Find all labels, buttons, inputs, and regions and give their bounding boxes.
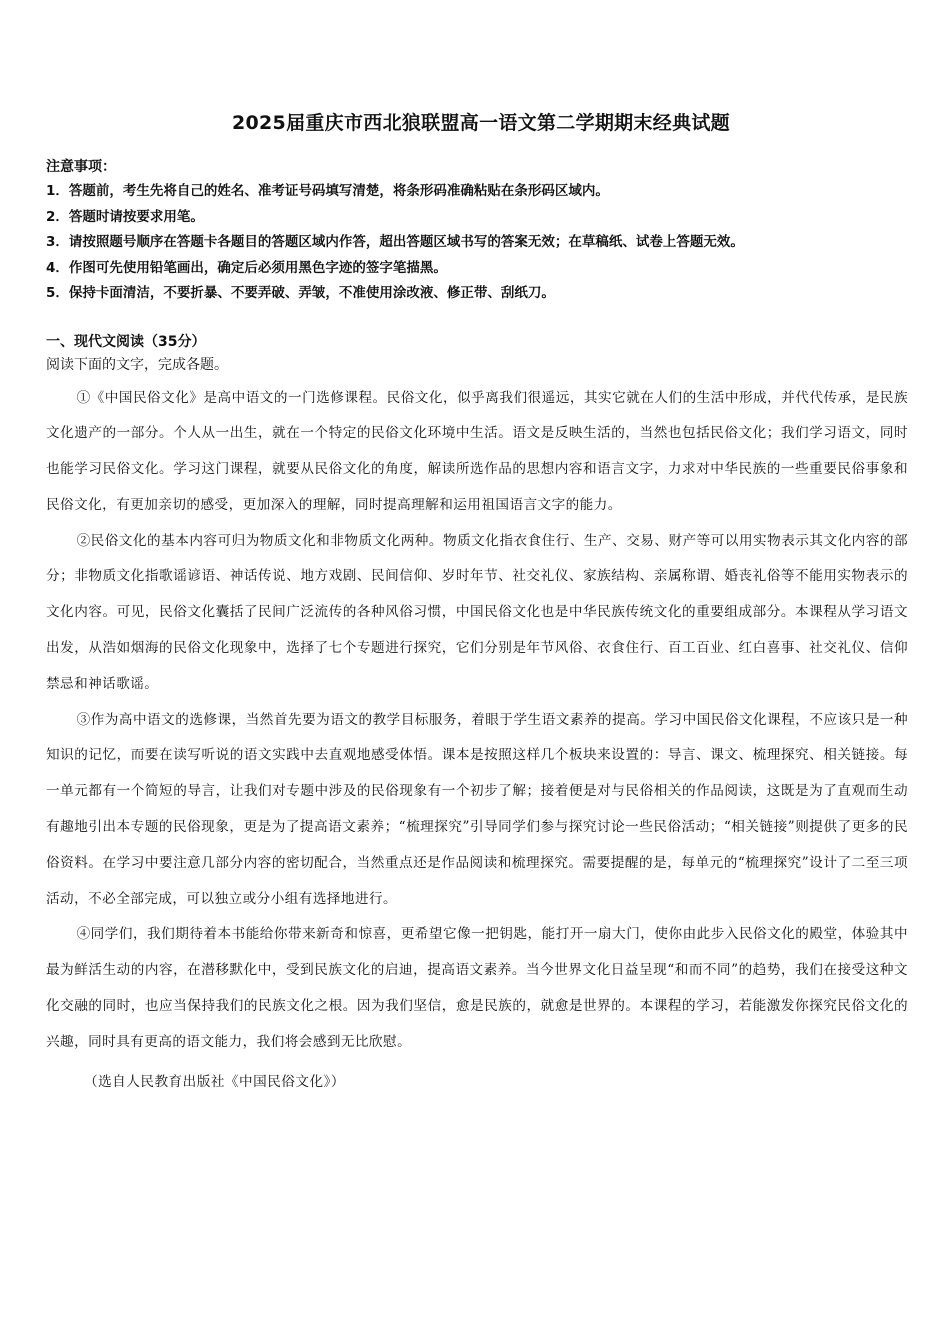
notice-item: 4．作图可先使用铅笔画出，确定后必须用黑色字迹的签字笔描黑。 (46, 259, 447, 276)
passage-paragraph: ②民俗文化的基本内容可归为物质文化和非物质文化两种。物质文化指衣食住行、生产、交易、财产等可以用实物表示其文化内容的部分；非物质文化指歌谣谚语、神话传说、地方戏剧、民间信仰、岁时年节、社交礼仪、家族结构、亲属称谓、婚丧礼俗等不能用实物表示的文化内容。可见，民俗文化囊括了民间广泛流传的各种风俗习惯，中国民俗文化也是中华民族传统文化的重要组成部分。本课程从学习语文出发，从浩如烟海的民俗文化现象中，选择了七个专题进行探究，它们分别是年节风俗、衣食住行、百工百业、红白喜事、社交礼仪、信仰禁忌和神话歌谣。 (46, 532, 908, 692)
notice-block (46, 155, 908, 307)
passage-paragraph: ①《中国民俗文化》是高中语文的一门选修课程。民俗文化，似乎离我们很遥远，其实它就在人们的生活中形成，并代代传承，是民族文化遗产的一部分。个人从一出生，就在一个特定的民俗文化环境中生活。语文是反映生活的，当然也包括民俗文化；我们学习语文，同时也能学习民俗文化。学习这门课程，就要从民俗文化的角度，解读所选作品的思想内容和语言文字，力求对中华民族的一些重要民俗事象和民俗文化，有更加亲切的感受，更加深入的理解，同时提高理解和运用祖国语言文字的能力。 (46, 389, 908, 513)
notice-item: 3．请按照题号顺序在答题卡各题目的答题区域内作答，超出答题区域书写的答案无效；在草稿纸、试卷上答题无效。 (46, 234, 744, 250)
exam-page (46, 108, 908, 1097)
section-instruction: 阅读下面的文字，完成各题。 (46, 356, 228, 373)
passage-source: （选自人民教育出版社《中国民俗文化》） (84, 1073, 345, 1090)
reading-passage (46, 381, 908, 1061)
notice-item: 1．答题前，考生先将自己的姓名、准考证号码填写清楚，将条形码准确粘贴在条形码区域内。 (46, 183, 609, 199)
notice-heading: 注意事项： (46, 159, 116, 175)
reading-section (46, 331, 908, 1097)
notice-list (46, 179, 908, 307)
section-heading: 一、现代文阅读（35分） (46, 333, 206, 350)
notice-item: 5．保持卡面清洁，不要折暴、不要弄破、弄皱，不准使用涂改液、修正带、刮纸刀。 (46, 285, 555, 301)
exam-title: 2025届重庆市西北狼联盟高一语文第二学期期末经典试题 (232, 112, 730, 134)
notice-item: 2．答题时请按要求用笔。 (46, 208, 204, 225)
passage-paragraph: ③作为高中语文的选修课，当然首先要为语文的教学目标服务，着眼于学生语文素养的提高。学习中国民俗文化课程，不应该只是一种知识的记忆，而要在读写听说的语文实践中去直观地感受体悟。课本是按照这样几个板块来设置的：导言、课文、梳理探究、相关链接。每一单元都有一个简短的导言，让我们对专题中涉及的民俗现象有一个初步了解；接着便是对与民俗相关的作品阅读，这既是为了直观而生动有趣地引出本专题的民俗现象，更是为了提高语文素养；“梳理探究”引导同学们参与探究讨论一些民俗活动；“相关链接”则提供了更多的民俗资料。在学习中要注意几部分内容的密切配合，当然重点还是作品阅读和梳理探究。需要提醒的是，每单元的“梳理探究”设计了二至三项活动，不必全部完成，可以独立或分小组有选择地进行。 (46, 711, 908, 907)
passage-paragraph: ④同学们，我们期待着本书能给你带来新奇和惊喜，更希望它像一把钥匙，能打开一扇大门，使你由此步入民俗文化的殿堂，体验其中最为鲜活生动的内容，在潜移默化中，受到民族文化的启迪，提高语文素养。当今世界文化日益呈现“和而不同”的趋势，我们在接受这种文化交融的同时，也应当保持我们的民族文化之根。因为我们坚信，愈是民族的，就愈是世界的。本课程的学习，若能激发你探究民俗文化的兴趣，同时具有更高的语文能力，我们将会感到无比欣慰。 (46, 926, 908, 1050)
